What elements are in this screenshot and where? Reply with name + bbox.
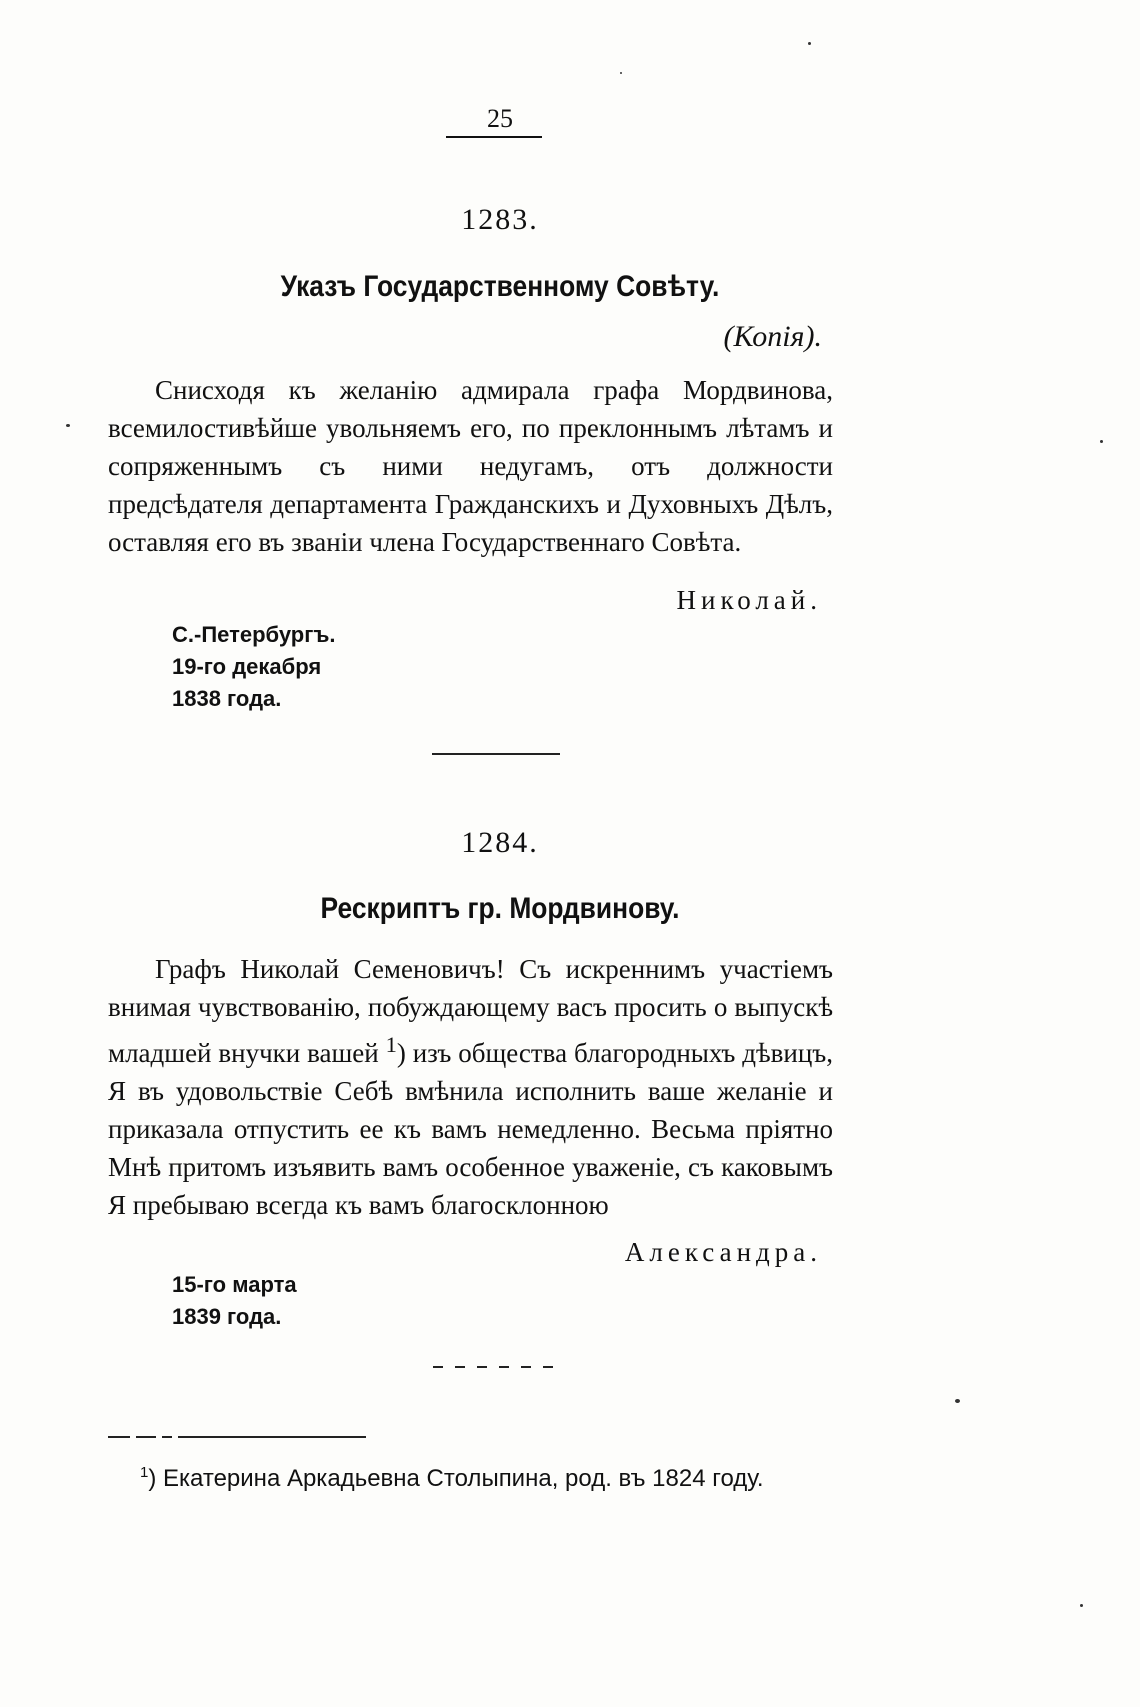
doc2-body-part2: ) изъ общества благородныхъ дѣвицъ, Я въ удовольствіе Себѣ вмѣнила исполнить ваше желаніе и приказала отпустить ее къ вамъ немедленно. Весьма пріятно Мнѣ притомъ изъявить вамъ особенное уваженіе, съ каковымъ Я пребываю всегда къ вамъ благосклонною xyxy=(108,1038,833,1220)
page-number-rule xyxy=(446,136,542,138)
doc1-dateline xyxy=(172,619,336,715)
end-dashes xyxy=(433,1366,563,1368)
footnote-text: ) Екатерина Аркадьевна Столыпина, род. въ 1824 году. xyxy=(148,1465,764,1492)
footnote xyxy=(140,1464,764,1493)
section-separator xyxy=(432,753,560,755)
doc2-year: 1839 года. xyxy=(172,1304,282,1329)
doc2-body-part1: Графъ Николай Семеновичъ! Съ искреннимъ участіемъ внимая чувствованію, побуждающему васъ просить о выпускѣ младшей внучки вашей xyxy=(108,954,833,1068)
doc2-body xyxy=(108,950,833,1224)
doc2-signature: Александра. xyxy=(624,1237,822,1267)
scan-speck xyxy=(1080,1604,1083,1607)
doc1-year: 1838 года. xyxy=(172,686,282,711)
doc2-footnote-marker: 1 xyxy=(385,1032,397,1057)
doc1-date: 19-го декабря xyxy=(172,654,322,679)
doc1-copy-note: (Копія). xyxy=(723,320,822,353)
doc2-title: Рескриптъ гр. Мордвинову. xyxy=(320,892,680,925)
footnote-marker: 1 xyxy=(140,1464,149,1481)
scan-speck xyxy=(1100,440,1103,443)
scan-speck xyxy=(808,42,811,45)
scan-speck xyxy=(955,1399,960,1403)
footnote-rule xyxy=(108,1436,366,1438)
doc1-place: С.-Петербургъ. xyxy=(172,622,336,647)
doc1-signature: Николай. xyxy=(676,585,822,615)
doc2-dateline xyxy=(172,1269,297,1333)
doc1-title: Указъ Государственному Совѣту. xyxy=(280,270,720,303)
doc2-date: 15-го марта xyxy=(172,1272,297,1297)
doc1-number: 1283. xyxy=(461,203,539,236)
page-number: 25 xyxy=(487,104,513,133)
scan-speck xyxy=(620,72,622,74)
doc1-body: Снисходя къ желанію адмирала графа Мордвинова, всемилостивѣйше увольняемъ его, по преклоннымъ лѣтамъ и сопряженнымъ съ ними недугамъ, отъ должности предсѣдателя департамента Гражданскихъ и Духовныхъ Дѣлъ, оставляя его въ званіи члена Государственнаго Совѣта. xyxy=(108,375,833,557)
scan-speck xyxy=(66,424,70,427)
doc2-number: 1284. xyxy=(461,826,539,859)
